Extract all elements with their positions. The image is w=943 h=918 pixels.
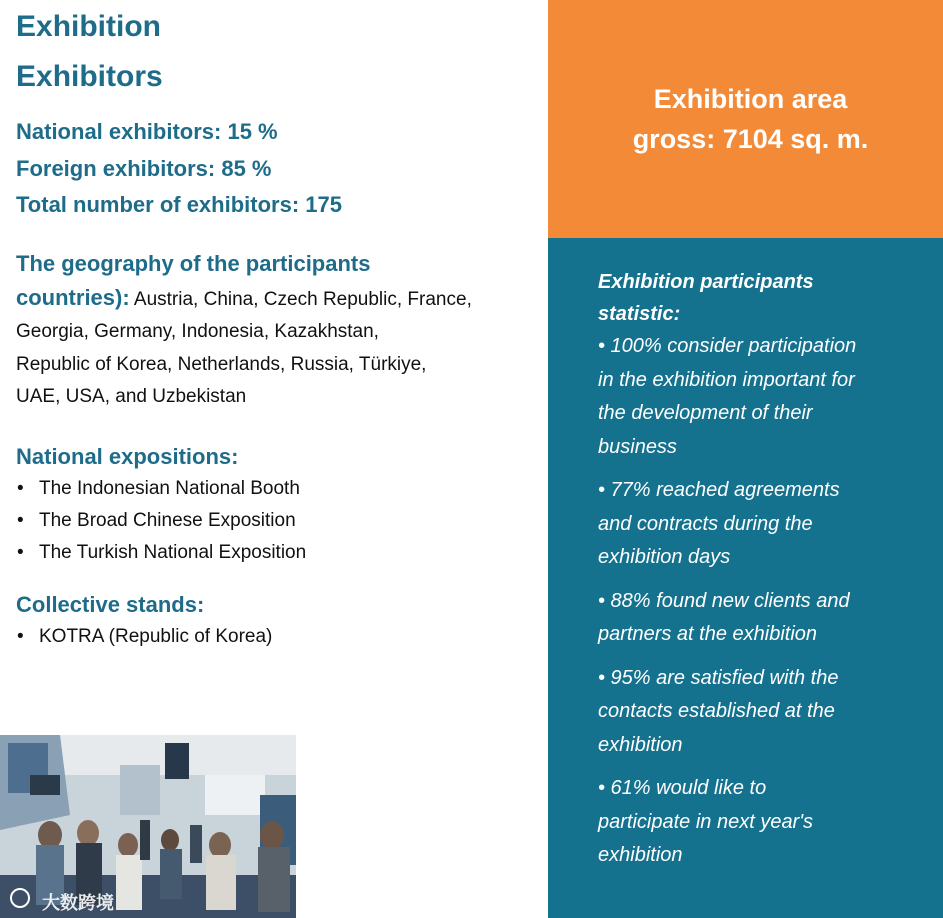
collective-stands-list xyxy=(16,621,536,653)
national-expositions-section xyxy=(16,441,536,569)
participants-statistic-panel xyxy=(548,238,943,918)
collective-stands-heading: Collective stands: xyxy=(16,591,205,617)
geography-heading-cont: countries): xyxy=(16,284,130,310)
area-line2: gross: 7104 sq. m. xyxy=(632,124,869,154)
area-line1: Exhibition area xyxy=(653,84,848,114)
statistic-item: • 61% would like to participate in next year's exhibition xyxy=(598,777,814,866)
total-exhibitors: Total number of exhibitors: 175 xyxy=(16,192,342,217)
national-exhibitors: National exhibitors: 15 % xyxy=(16,119,278,144)
statistic-item: • 95% are satisfied with the contacts established at the exhibition xyxy=(598,666,839,756)
list-item: • The Indonesian National Booth xyxy=(16,473,536,505)
left-column xyxy=(16,0,536,653)
statistic-item: • 88% found new clients and partners at the exhibition xyxy=(598,589,850,645)
geography-section xyxy=(16,247,536,414)
list-item: • The Broad Chinese Exposition xyxy=(16,505,536,537)
statistic-heading-line1: Exhibition participants xyxy=(598,271,814,293)
collective-stands-section xyxy=(16,589,536,653)
geography-countries-4: UAE, USA, and Uzbekistan xyxy=(16,386,247,407)
list-item: • KOTRA (Republic of Korea) xyxy=(16,621,536,653)
geography-countries-3: Republic of Korea, Netherlands, Russia, Türkiye, xyxy=(16,353,427,375)
page-title-line1: Exhibition xyxy=(16,10,161,43)
geography-countries-2: Georgia, Germany, Indonesia, Kazakhstan, xyxy=(16,321,379,342)
statistic-heading-line2: statistic: xyxy=(598,303,681,325)
bullet-icon: • xyxy=(17,625,24,647)
geography-heading: The geography of the participants xyxy=(16,250,371,276)
statistic-item: • 77% reached agreements and contracts during the exhibition days xyxy=(598,479,840,568)
exhibitor-stats xyxy=(16,114,536,224)
statistic-item: • 100% consider participation in the exhibition important for the development of their business xyxy=(598,335,857,458)
foreign-exhibitors: Foreign exhibitors: 85 % xyxy=(16,155,272,181)
bullet-icon: • xyxy=(17,509,24,531)
national-expositions-list xyxy=(16,473,536,569)
list-item: • The Turkish National Exposition xyxy=(16,537,536,569)
bullet-icon: • xyxy=(17,477,24,499)
page-title-line2: Exhibitors xyxy=(16,60,163,93)
bullet-icon: • xyxy=(17,541,24,563)
geography-line1 xyxy=(16,281,536,317)
geography-countries-1: Austria, China, Czech Republic, France, xyxy=(129,288,472,310)
photo-watermark: 大数跨境 xyxy=(42,893,114,914)
exhibition-hall-photo xyxy=(0,735,296,918)
exhibition-area-box xyxy=(548,0,943,238)
national-expositions-heading: National expositions: xyxy=(16,443,239,469)
